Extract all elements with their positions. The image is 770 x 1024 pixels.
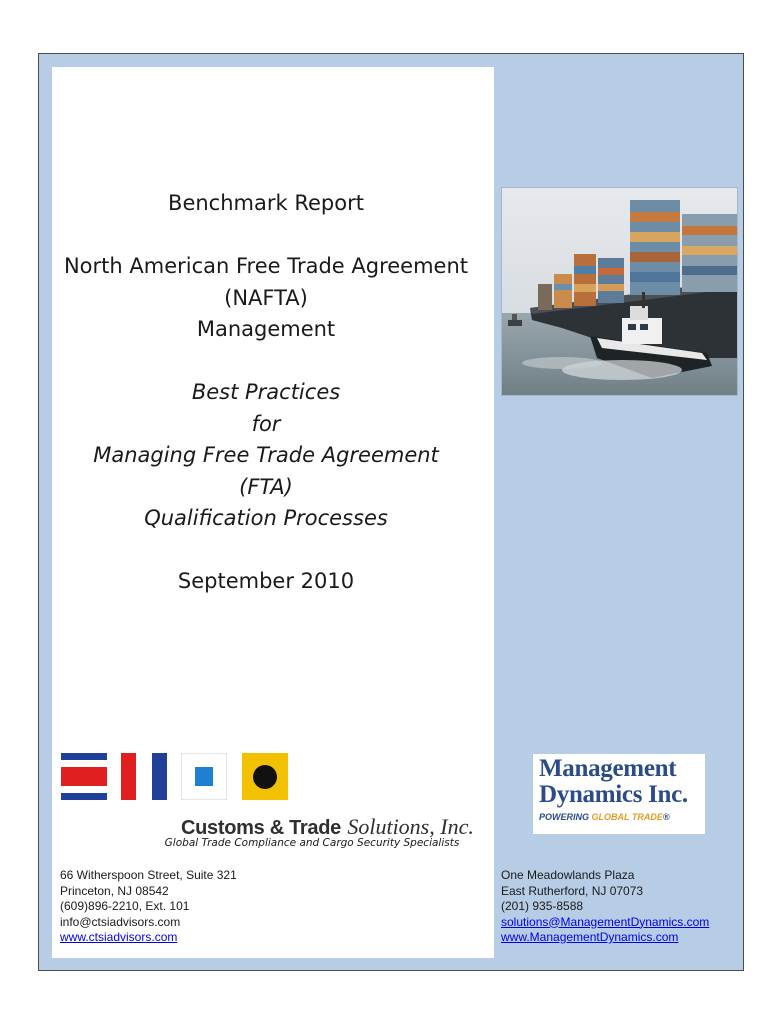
md-tag-mark: ® [662, 812, 670, 822]
cts-address-line2: Princeton, NJ 08542 [60, 883, 169, 898]
md-logo-line2: Dynamics Inc. [539, 781, 688, 808]
cts-phone: (609)896-2210, Ext. 101 [60, 899, 190, 913]
flag-t-icon [121, 753, 167, 800]
report-type-heading: Benchmark Report [168, 191, 364, 215]
subtitle-line4: (FTA) [239, 474, 293, 499]
md-tag-global-trade: GLOBAL TRADE [591, 812, 663, 822]
md-tag-powering: POWERING [539, 812, 590, 822]
cts-tagline: Global Trade Compliance and Cargo Security Specialists [164, 837, 460, 849]
md-email-link[interactable]: solutions@ManagementDynamics.com [501, 914, 710, 929]
md-logo-tagline [539, 812, 670, 822]
md-address-block [501, 868, 709, 946]
cts-website-link[interactable]: www.ctsiadvisors.com [60, 930, 178, 944]
subtitle-line3: Managing Free Trade Agreement [93, 443, 439, 467]
report-date: September 2010 [177, 569, 355, 593]
subtitle-line5: Qualification Processes [144, 506, 388, 530]
cargo-ship-photo [501, 187, 738, 396]
report-topic-line2: (NAFTA) [224, 285, 308, 310]
cts-address-block [60, 868, 237, 946]
md-address-line1: One Meadowlands Plaza [501, 868, 635, 882]
subtitle-line1: Best Practices [191, 380, 341, 404]
report-title-block [52, 188, 480, 220]
cts-logo-bold: Customs & Trade [181, 817, 341, 839]
subtitle-line2: for [251, 411, 281, 436]
report-topic-heading [52, 251, 480, 346]
md-phone: (201) 935-8588 [501, 899, 584, 913]
md-logo-line1: Management [539, 755, 677, 782]
report-date-block [52, 566, 480, 598]
report-topic-line1: North American Free Trade Agreement [63, 254, 469, 278]
flag-c-icon [61, 753, 107, 800]
md-website-link[interactable]: www.ManagementDynamics.com [501, 930, 679, 944]
report-subtitle-block [52, 377, 480, 535]
flag-i-icon [242, 753, 288, 800]
md-address-line2: East Rutherford, NJ 07073 [501, 883, 644, 898]
flag-p-icon [181, 753, 227, 800]
cts-logo-script: Solutions, Inc. [347, 814, 474, 839]
report-topic-line3: Management [196, 317, 336, 341]
cts-address-line1: 66 Witherspoon Street, Suite 321 [60, 868, 237, 882]
cts-email: info@ctsiadvisors.com [60, 914, 181, 929]
management-dynamics-logo [533, 754, 705, 834]
